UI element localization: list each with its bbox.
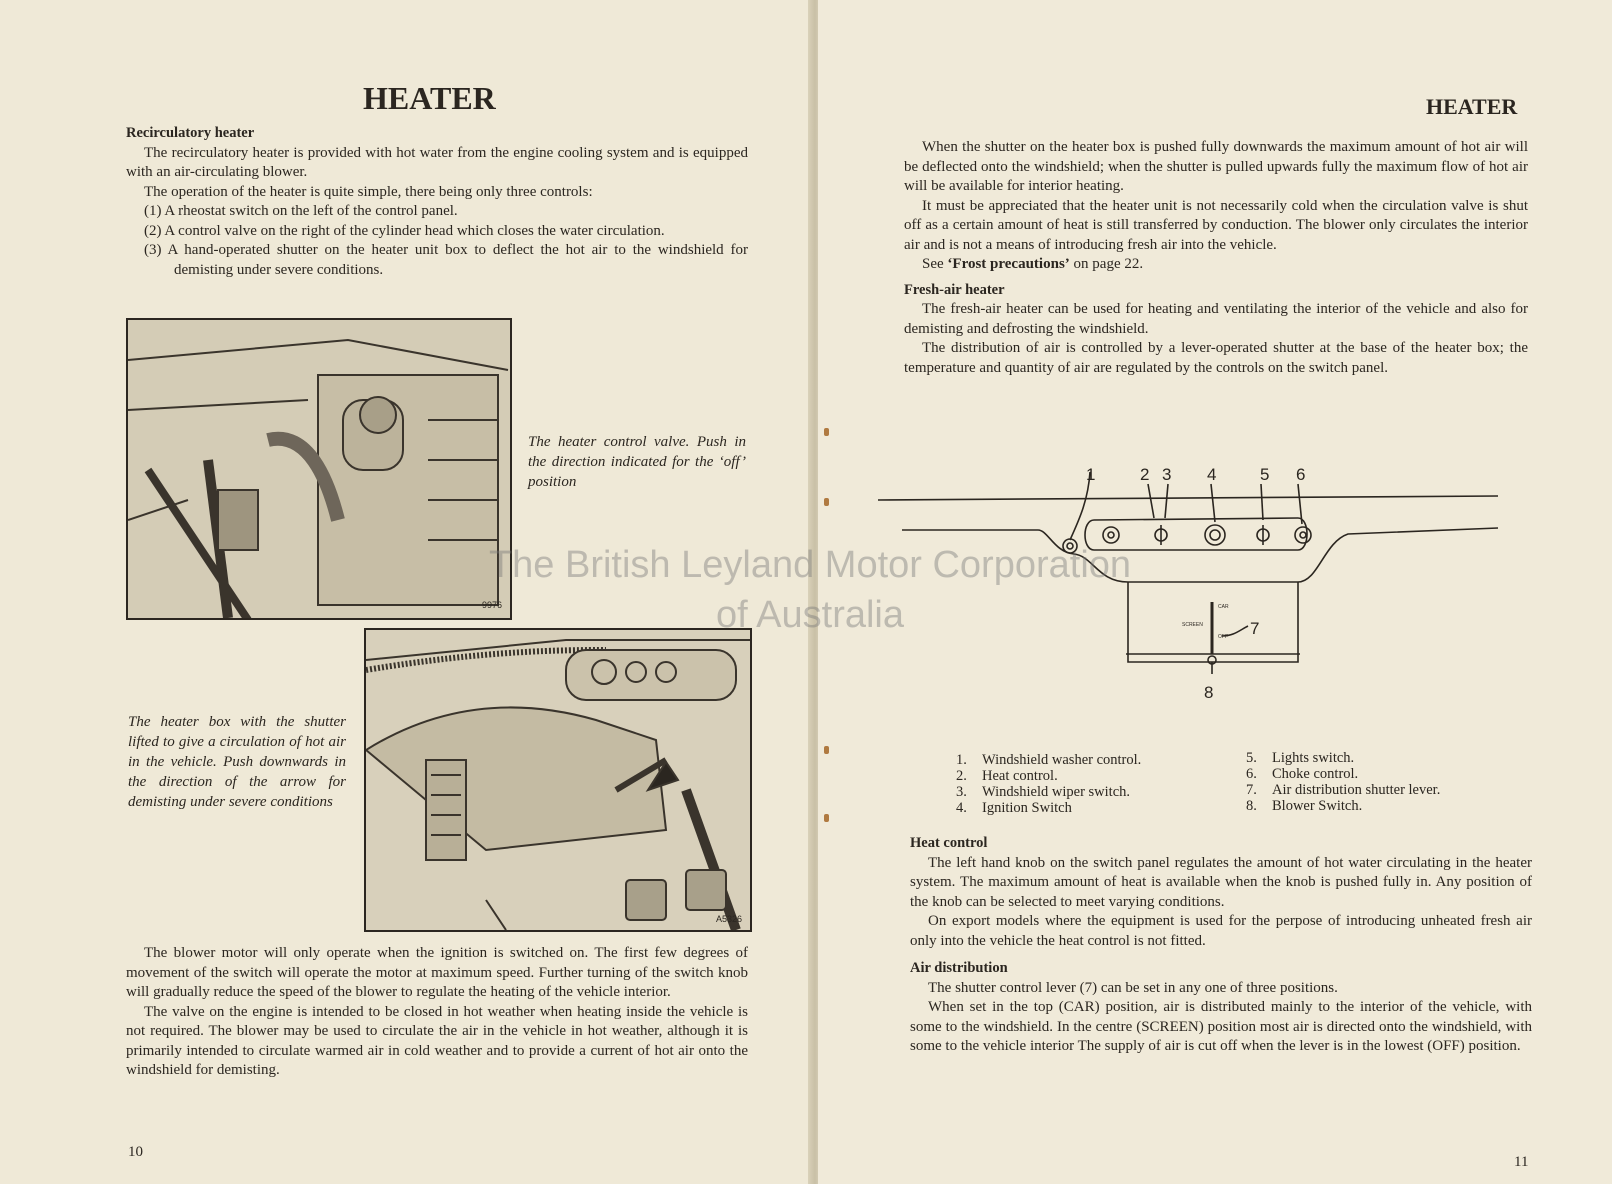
legend-item: 4. Ignition Switch [956, 800, 1072, 816]
figure-code: 9976 [481, 600, 502, 610]
watermark: The British Leyland Motor Corporation of Australia [488, 544, 1132, 636]
paragraph: The shutter control lever (7) can be set in any one of three positions. [928, 979, 1338, 996]
shutter-section [904, 138, 1528, 378]
heat-control-section [910, 834, 1532, 1057]
section-title-heat-control: Heat control [910, 835, 988, 851]
diagram-legend-right [1246, 750, 1440, 814]
caption-heater-box: The heater box with the shutter lifted to give a circulation of hot air in the vehicle. Push downwards in the direction of the arrow for demisting under severe conditions [128, 714, 346, 810]
lever-label-screen: SCREEN [1182, 622, 1203, 628]
diagram-label-4: 4 [1207, 465, 1217, 484]
paragraph: The distribution of air is controlled by a lever-operated shutter at the base of the heater box; the temperature and quantity of air are regulated by the controls on the switch panel. [904, 340, 1528, 376]
paragraph: See ‘Frost precautions’ on page 22. [922, 256, 1144, 272]
figure-code: A5326 [715, 914, 742, 924]
lever-label-off: OFF [1218, 634, 1228, 640]
legend-item: 7. Air distribution shutter lever. [1246, 782, 1441, 798]
lever-label-car: CAR [1218, 604, 1229, 610]
page-heading-right: HEATER [1426, 94, 1518, 119]
recirculatory-section [126, 124, 748, 280]
section-title-recirculatory: Recirculatory heater [126, 125, 255, 141]
diagram-label-1: 1 [1086, 465, 1096, 484]
binding-mark [824, 814, 829, 822]
section-title-air-distribution: Air distribution [910, 960, 1008, 976]
paragraph: The operation of the heater is quite simple, there being only three controls: [144, 183, 593, 200]
legend-item: 1. Windshield washer control. [956, 752, 1142, 768]
frost-precautions-reference: ‘Frost precautions’ [947, 256, 1070, 272]
paragraph: When the shutter on the heater box is pushed fully downwards the maximum amount of hot air will be deflected onto the windshield; when the shutter is pulled upwards fully the maximum flow of hot air will be available for interior heating. [904, 139, 1528, 194]
blower-section [126, 944, 748, 1081]
paragraph: On export models where the equipment is used for the perpose of introducing unheated fresh air only into the vehicle the heat control is not fitted. [910, 913, 1532, 949]
figure-heater-box [364, 628, 752, 932]
section-title-fresh-air: Fresh-air heater [904, 281, 1005, 298]
list-item: (3) A hand-operated shutter on the heater unit box to deflect the hot air to the windshield for demisting under severe conditions. [144, 242, 748, 278]
diagram-label-5: 5 [1260, 465, 1270, 484]
diagram-label-7: 7 [1250, 619, 1260, 638]
binding-mark [824, 498, 829, 506]
paragraph: The valve on the engine is intended to be closed in hot weather when heating inside the vehicle is not required. The blower may be used to circulate the air in the vehicle in hot weather, although it is primarily intended to circulate warmed air in cold weather and to provide a current of hot air onto the windshield for demisting. [126, 1003, 748, 1078]
paragraph: The recirculatory heater is provided with hot water from the engine cooling system and is equipped with an air-circulating blower. [126, 144, 748, 180]
paragraph: The blower motor will only operate when the ignition is switched on. The first few degrees of movement of the switch will operate the motor at maximum speed. Further turning of the switch knob will gradually reduce the speed of the blower to regulate the heating of the vehicle interior. [126, 945, 748, 1000]
legend-item: 3. Windshield wiper switch. [956, 784, 1131, 800]
diagram-label-3: 3 [1162, 465, 1172, 484]
legend-item: 2. Heat control. [956, 768, 1058, 784]
diagram-legend-left [956, 752, 1141, 816]
diagram-label-8: 8 [1204, 683, 1214, 702]
binding-mark [824, 746, 829, 754]
heater-box-illustration [366, 630, 750, 930]
diagram-label-2: 2 [1140, 465, 1150, 484]
page-number-right: 11 [1514, 1154, 1529, 1170]
binding-mark [824, 428, 829, 436]
caption-heater-control-valve: The heater control valve. Push in the direction indicated for the ‘off’ position [528, 434, 746, 490]
list-item: (1) A rheostat switch on the left of the control panel. [144, 203, 458, 219]
list-item: (2) A control valve on the right of the cylinder head which closes the water circulation. [144, 222, 665, 239]
legend-item: 5. Lights switch. [1246, 750, 1355, 766]
legend-item: 6. Choke control. [1246, 766, 1359, 782]
page-heading-left: HEATER [363, 80, 496, 116]
paragraph: The left hand knob on the switch panel regulates the amount of hot water circulating in the heater system. The maximum amount of heat is available when the knob is pushed fully in. Any position of the knob can be selected to meet varying conditions. [910, 854, 1532, 910]
paragraph: The fresh-air heater can be used for heating and ventilating the interior of the vehicle and also for demisting and defrosting the windshield. [904, 301, 1528, 337]
legend-item: 8. Blower Switch. [1246, 798, 1363, 814]
diagram-label-6: 6 [1296, 465, 1306, 484]
paragraph: It must be appreciated that the heater unit is not necessarily cold when the circulation valve is shut off as a certain amount of heat is still transferred by conduction. The blower only circulates the interior air and is not a means of introducing fresh air into the vehicle. [904, 197, 1528, 253]
page-number-left: 10 [128, 1144, 143, 1160]
paragraph: When set in the top (CAR) position, air is distributed mainly to the interior of the vehicle, with some to the windshield. In the centre (SCREEN) position most air is directed onto the windshield, with some to the vehicle interior The supply of air is cut off when the lever is in the lowest (OFF) position. [910, 999, 1532, 1054]
